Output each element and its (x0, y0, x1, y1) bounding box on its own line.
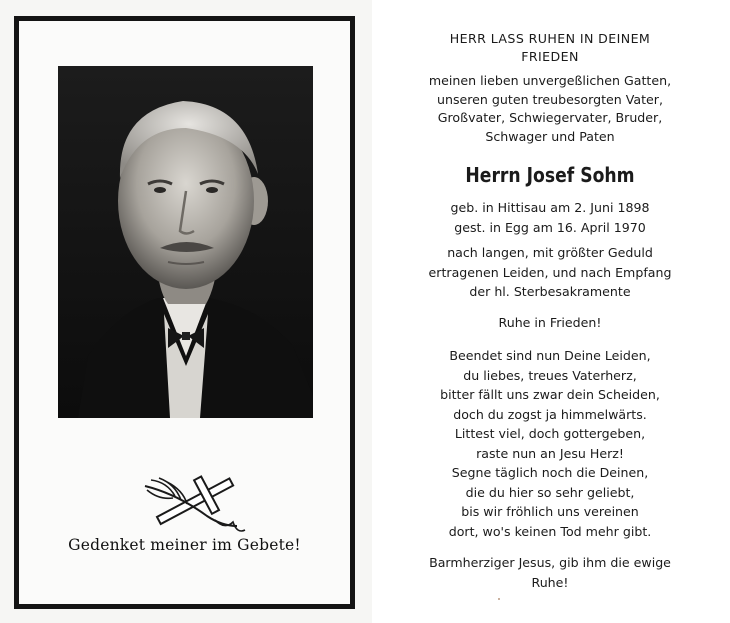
suffering-line: nach langen, mit größter Geduld (447, 245, 653, 261)
deceased-name: Herrn Josef Sohm (465, 163, 635, 188)
poem-line: doch du zogst ja himmelwärts. (453, 406, 647, 422)
poem-line: du liebes, treues Vaterherz, (463, 367, 637, 383)
suffering-paragraph (380, 243, 720, 302)
heading-line: FRIEDEN (521, 49, 579, 64)
intro-paragraph (380, 72, 720, 146)
poem-line: Segne täglich noch die Deinen, (451, 465, 649, 481)
poem-line: bitter fällt uns zwar dein Scheiden, (440, 387, 660, 403)
intro-line: unseren guten treubesorgten Vater, (437, 91, 663, 107)
poem-line: dort, wo's keinen Tod mehr gibt. (448, 523, 652, 539)
poem-line: Beendet sind nun Deine Leiden, (449, 348, 651, 364)
cross-and-palm-branch-icon (137, 464, 247, 544)
life-dates (380, 198, 720, 237)
heading (380, 30, 720, 66)
birth-date-line: geb. in Hittisau am 2. Juni 1898 (450, 200, 650, 216)
heading-line: HERR LASS RUHEN IN DEINEM (449, 31, 651, 46)
portrait-photo (58, 66, 313, 418)
black-border-frame (14, 16, 355, 609)
poem-line: bis wir fröhlich uns vereinen (461, 504, 639, 520)
suffering-line: der hl. Sterbesakramente (469, 284, 631, 300)
memorial-card-text (380, 30, 720, 592)
closing-prayer (380, 553, 720, 592)
intro-line: meinen lieben unvergeßlichen Gatten, (428, 73, 672, 88)
rest-in-peace-line: Ruhe in Frieden! (498, 314, 602, 330)
paper-speck (498, 598, 500, 600)
poem-line: Littest viel, doch gottergeben, (454, 426, 646, 442)
death-date-line: gest. in Egg am 16. April 1970 (454, 219, 646, 235)
intro-line: Schwager und Paten (485, 128, 615, 144)
poem (380, 346, 720, 541)
intro-line: Großvater, Schwiegervater, Bruder, (437, 110, 663, 126)
closing-line: Barmherziger Jesus, gib ihm die ewige (429, 555, 671, 571)
prayer-request-text: Gedenket meiner im Gebete! (68, 536, 301, 554)
poem-line: raste nun an Jesu Herz! (476, 445, 624, 461)
closing-line: Ruhe! (531, 574, 569, 590)
suffering-line: ertragenen Leiden, und nach Empfang (428, 264, 672, 280)
poem-line: die du hier so sehr geliebt, (465, 484, 635, 500)
